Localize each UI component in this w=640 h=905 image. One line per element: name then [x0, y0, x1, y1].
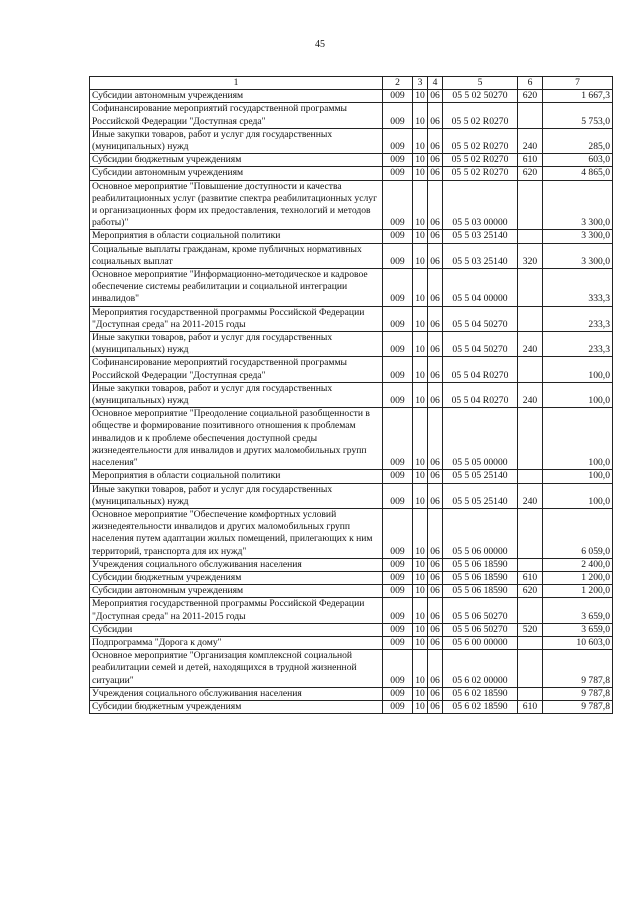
row-name: Софинансирование мероприятий государственной программы Российской Федерации "Доступная среда" [90, 103, 383, 128]
row-name: Софинансирование мероприятий государственной программы Российской Федерации "Доступная среда" [90, 357, 383, 382]
row-name: Мероприятия государственной программы Российской Федерации "Доступная среда" на 2011-2015 годы [90, 598, 383, 623]
section-code: 10 [413, 332, 428, 357]
expense-type-code [518, 408, 543, 470]
subsection-code: 06 [428, 687, 443, 700]
ministry-code: 009 [383, 508, 413, 558]
ministry-code: 009 [383, 230, 413, 243]
amount: 9 787,8 [543, 650, 613, 688]
subsection-code: 06 [428, 623, 443, 636]
target-article-code: 05 6 02 18590 [443, 687, 518, 700]
section-code: 10 [413, 636, 428, 649]
section-code: 10 [413, 598, 428, 623]
table-row [90, 508, 613, 558]
row-name: Субсидии бюджетным учреждениям [90, 154, 383, 167]
amount: 1 200,0 [543, 571, 613, 584]
column-header: 7 [543, 77, 613, 90]
table-row [90, 687, 613, 700]
subsection-code: 06 [428, 382, 443, 407]
target-article-code: 05 5 04 R0270 [443, 382, 518, 407]
table-row [90, 623, 613, 636]
amount: 333,3 [543, 269, 613, 307]
section-code: 10 [413, 508, 428, 558]
row-name: Иные закупки товаров, работ и услуг для государственных (муниципальных) нужд [90, 382, 383, 407]
table-row [90, 357, 613, 382]
subsection-code: 06 [428, 585, 443, 598]
expense-type-code: 610 [518, 700, 543, 713]
expense-type-code [518, 103, 543, 128]
table-row [90, 230, 613, 243]
expense-type-code [518, 687, 543, 700]
target-article-code: 05 6 02 00000 [443, 650, 518, 688]
table-row [90, 700, 613, 713]
expense-type-code: 610 [518, 571, 543, 584]
subsection-code: 06 [428, 598, 443, 623]
table-row [90, 585, 613, 598]
column-header: 2 [383, 77, 413, 90]
row-name: Субсидии автономным учреждениям [90, 167, 383, 180]
ministry-code: 009 [383, 585, 413, 598]
target-article-code: 05 5 04 R0270 [443, 357, 518, 382]
row-name: Подпрограмма "Дорога к дому" [90, 636, 383, 649]
row-name: Социальные выплаты гражданам, кроме публичных нормативных социальных выплат [90, 243, 383, 268]
expense-type-code [518, 470, 543, 483]
target-article-code: 05 5 06 00000 [443, 508, 518, 558]
amount: 2 400,0 [543, 558, 613, 571]
target-article-code: 05 5 02 R0270 [443, 154, 518, 167]
target-article-code: 05 5 02 R0270 [443, 128, 518, 153]
ministry-code: 009 [383, 154, 413, 167]
target-article-code: 05 5 05 00000 [443, 408, 518, 470]
subsection-code: 06 [428, 103, 443, 128]
section-code: 10 [413, 103, 428, 128]
section-code: 10 [413, 623, 428, 636]
row-name: Субсидии автономным учреждениям [90, 585, 383, 598]
expense-type-code: 240 [518, 382, 543, 407]
ministry-code: 009 [383, 636, 413, 649]
ministry-code: 009 [383, 408, 413, 470]
table-row [90, 382, 613, 407]
row-name: Основное мероприятие "Преодоление социальной разобщенности в обществе и формирование позитивного отношения к проблемам инвалидов и к проблеме обеспечения доступной среды жизнедеятельности для инвалидов и других маломобильных групп населения" [90, 408, 383, 470]
section-code: 10 [413, 408, 428, 470]
target-article-code: 05 5 05 25140 [443, 470, 518, 483]
section-code: 10 [413, 650, 428, 688]
table-row [90, 180, 613, 230]
target-article-code: 05 5 06 18590 [443, 571, 518, 584]
table-header-row [90, 77, 613, 90]
subsection-code: 06 [428, 90, 443, 103]
expense-type-code [518, 230, 543, 243]
subsection-code: 06 [428, 700, 443, 713]
section-code: 10 [413, 167, 428, 180]
amount: 3 300,0 [543, 230, 613, 243]
subsection-code: 06 [428, 167, 443, 180]
expense-type-code: 240 [518, 332, 543, 357]
amount: 100,0 [543, 357, 613, 382]
expense-type-code: 620 [518, 167, 543, 180]
section-code: 10 [413, 571, 428, 584]
subsection-code: 06 [428, 650, 443, 688]
expense-type-code [518, 269, 543, 307]
amount: 1 200,0 [543, 585, 613, 598]
table-row [90, 470, 613, 483]
target-article-code: 05 5 03 25140 [443, 243, 518, 268]
row-name: Субсидии автономным учреждениям [90, 90, 383, 103]
target-article-code: 05 5 02 50270 [443, 90, 518, 103]
expense-type-code [518, 558, 543, 571]
subsection-code: 06 [428, 408, 443, 470]
amount: 10 603,0 [543, 636, 613, 649]
ministry-code: 009 [383, 483, 413, 508]
amount: 233,3 [543, 306, 613, 331]
target-article-code: 05 5 06 18590 [443, 585, 518, 598]
table-row [90, 571, 613, 584]
target-article-code: 05 5 04 50270 [443, 306, 518, 331]
expense-type-code: 620 [518, 90, 543, 103]
row-name: Субсидии бюджетным учреждениям [90, 700, 383, 713]
subsection-code: 06 [428, 154, 443, 167]
row-name: Мероприятия государственной программы Российской Федерации "Доступная среда" на 2011-2015 годы [90, 306, 383, 331]
table-row [90, 90, 613, 103]
table-row [90, 103, 613, 128]
ministry-code: 009 [383, 306, 413, 331]
table-row [90, 306, 613, 331]
row-name: Основное мероприятие "Обеспечение комфортных условий жизнедеятельности инвалидов и других маломобильных групп населения путем адаптации жилых помещений, прилегающих к ним территорий, транспорта для их нужд" [90, 508, 383, 558]
page-number: 45 [315, 39, 325, 50]
column-header: 5 [443, 77, 518, 90]
amount: 100,0 [543, 408, 613, 470]
amount: 4 865,0 [543, 167, 613, 180]
ministry-code: 009 [383, 357, 413, 382]
ministry-code: 009 [383, 571, 413, 584]
row-name: Иные закупки товаров, работ и услуг для государственных (муниципальных) нужд [90, 483, 383, 508]
target-article-code: 05 5 03 00000 [443, 180, 518, 230]
ministry-code: 009 [383, 332, 413, 357]
target-article-code: 05 5 04 00000 [443, 269, 518, 307]
subsection-code: 06 [428, 243, 443, 268]
row-name: Основное мероприятие "Организация комплексной социальной реабилитации семей и детей, находящихся в трудной жизненной ситуации" [90, 650, 383, 688]
subsection-code: 06 [428, 571, 443, 584]
expense-type-code [518, 357, 543, 382]
ministry-code: 009 [383, 382, 413, 407]
expense-type-code [518, 650, 543, 688]
section-code: 10 [413, 382, 428, 407]
target-article-code: 05 5 06 50270 [443, 623, 518, 636]
table-row [90, 332, 613, 357]
row-name: Субсидии бюджетным учреждениям [90, 571, 383, 584]
expense-type-code: 240 [518, 128, 543, 153]
table-row [90, 243, 613, 268]
section-code: 10 [413, 483, 428, 508]
subsection-code: 06 [428, 230, 443, 243]
row-name: Субсидии [90, 623, 383, 636]
budget-table [89, 76, 613, 714]
subsection-code: 06 [428, 180, 443, 230]
section-code: 10 [413, 128, 428, 153]
row-name: Основное мероприятие "Информационно-методическое и кадровое обеспечение системы реабилитации и социальной интеграции инвалидов" [90, 269, 383, 307]
amount: 9 787,8 [543, 687, 613, 700]
section-code: 10 [413, 357, 428, 382]
ministry-code: 009 [383, 128, 413, 153]
amount: 100,0 [543, 382, 613, 407]
table-row [90, 636, 613, 649]
column-header: 4 [428, 77, 443, 90]
row-name: Учреждения социального обслуживания населения [90, 687, 383, 700]
ministry-code: 009 [383, 687, 413, 700]
section-code: 10 [413, 585, 428, 598]
row-name: Иные закупки товаров, работ и услуг для государственных (муниципальных) нужд [90, 332, 383, 357]
amount: 6 059,0 [543, 508, 613, 558]
amount: 233,3 [543, 332, 613, 357]
subsection-code: 06 [428, 483, 443, 508]
subsection-code: 06 [428, 558, 443, 571]
amount: 5 753,0 [543, 103, 613, 128]
ministry-code: 009 [383, 623, 413, 636]
ministry-code: 009 [383, 558, 413, 571]
amount: 100,0 [543, 483, 613, 508]
section-code: 10 [413, 180, 428, 230]
section-code: 10 [413, 558, 428, 571]
subsection-code: 06 [428, 508, 443, 558]
expense-type-code: 620 [518, 585, 543, 598]
amount: 100,0 [543, 470, 613, 483]
expense-type-code [518, 508, 543, 558]
row-name: Основное мероприятие "Повышение доступности и качества реабилитационных услуг (развитие спектра реабилитационных услуг и организационных форм их предоставления, технологий и методов работы)" [90, 180, 383, 230]
ministry-code: 009 [383, 700, 413, 713]
section-code: 10 [413, 243, 428, 268]
subsection-code: 06 [428, 357, 443, 382]
ministry-code: 009 [383, 598, 413, 623]
section-code: 10 [413, 306, 428, 331]
subsection-code: 06 [428, 269, 443, 307]
table-row [90, 483, 613, 508]
target-article-code: 05 5 05 25140 [443, 483, 518, 508]
expense-type-code [518, 636, 543, 649]
expense-type-code: 320 [518, 243, 543, 268]
section-code: 10 [413, 269, 428, 307]
section-code: 10 [413, 700, 428, 713]
amount: 3 300,0 [543, 180, 613, 230]
amount: 3 300,0 [543, 243, 613, 268]
subsection-code: 06 [428, 332, 443, 357]
table-row [90, 154, 613, 167]
expense-type-code: 520 [518, 623, 543, 636]
ministry-code: 009 [383, 103, 413, 128]
table-row [90, 167, 613, 180]
target-article-code: 05 5 04 50270 [443, 332, 518, 357]
section-code: 10 [413, 470, 428, 483]
ministry-code: 009 [383, 243, 413, 268]
table-row [90, 128, 613, 153]
amount: 3 659,0 [543, 598, 613, 623]
table-body [90, 90, 613, 714]
expense-type-code [518, 306, 543, 331]
table-row [90, 558, 613, 571]
row-name: Иные закупки товаров, работ и услуг для государственных (муниципальных) нужд [90, 128, 383, 153]
table-row [90, 269, 613, 307]
expense-type-code [518, 598, 543, 623]
row-name: Учреждения социального обслуживания населения [90, 558, 383, 571]
column-header: 1 [90, 77, 383, 90]
ministry-code: 009 [383, 650, 413, 688]
table-row [90, 650, 613, 688]
section-code: 10 [413, 90, 428, 103]
expense-type-code: 610 [518, 154, 543, 167]
target-article-code: 05 5 06 18590 [443, 558, 518, 571]
subsection-code: 06 [428, 128, 443, 153]
amount: 3 659,0 [543, 623, 613, 636]
ministry-code: 009 [383, 269, 413, 307]
section-code: 10 [413, 230, 428, 243]
ministry-code: 009 [383, 90, 413, 103]
expense-type-code: 240 [518, 483, 543, 508]
amount: 285,0 [543, 128, 613, 153]
ministry-code: 009 [383, 180, 413, 230]
table-row [90, 598, 613, 623]
amount: 1 667,3 [543, 90, 613, 103]
table-row [90, 408, 613, 470]
amount: 603,0 [543, 154, 613, 167]
subsection-code: 06 [428, 470, 443, 483]
section-code: 10 [413, 687, 428, 700]
row-name: Мероприятия в области социальной политики [90, 470, 383, 483]
target-article-code: 05 6 00 00000 [443, 636, 518, 649]
target-article-code: 05 6 02 18590 [443, 700, 518, 713]
ministry-code: 009 [383, 167, 413, 180]
target-article-code: 05 5 03 25140 [443, 230, 518, 243]
target-article-code: 05 5 02 R0270 [443, 167, 518, 180]
expense-type-code [518, 180, 543, 230]
target-article-code: 05 5 02 R0270 [443, 103, 518, 128]
column-header: 6 [518, 77, 543, 90]
column-header: 3 [413, 77, 428, 90]
row-name: Мероприятия в области социальной политики [90, 230, 383, 243]
subsection-code: 06 [428, 306, 443, 331]
target-article-code: 05 5 06 50270 [443, 598, 518, 623]
section-code: 10 [413, 154, 428, 167]
amount: 9 787,8 [543, 700, 613, 713]
subsection-code: 06 [428, 636, 443, 649]
ministry-code: 009 [383, 470, 413, 483]
